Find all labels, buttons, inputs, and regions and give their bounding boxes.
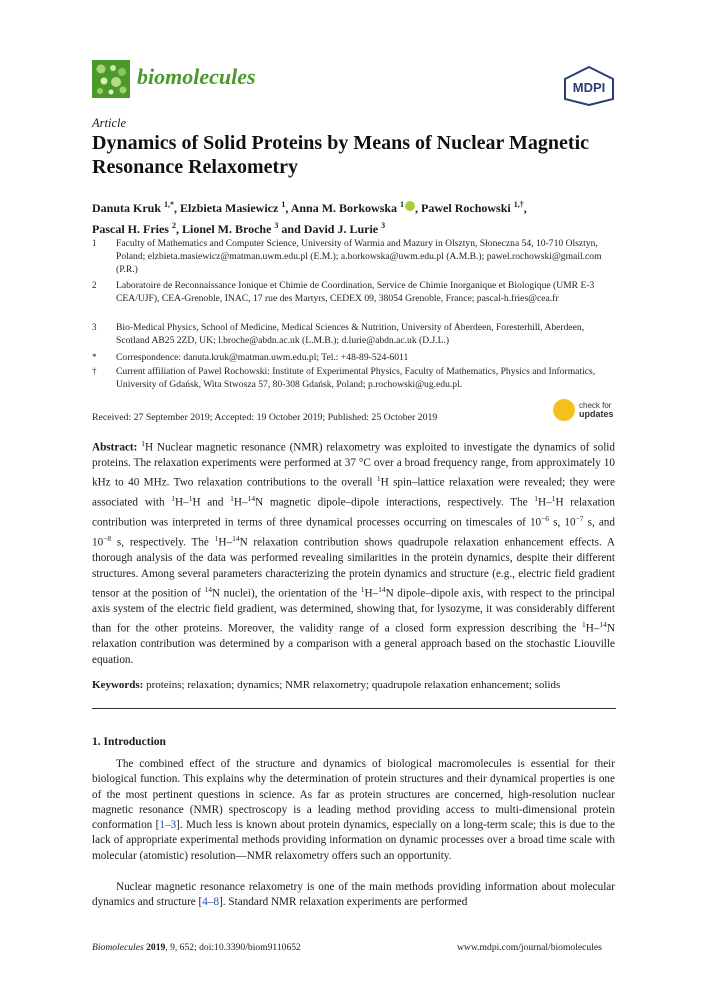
journal-logo-icon <box>92 60 130 98</box>
author-name: David J. Lurie <box>303 222 379 236</box>
author-name: Elzbieta Masiewicz <box>180 201 279 215</box>
author-affil: 2 <box>171 221 176 230</box>
footer-citation: Biomolecules 2019, 9, 652; doi:10.3390/biom9110652 <box>92 942 301 953</box>
article-title: Dynamics of Solid Proteins by Means of Nuclear Magnetic Resonance Relaxometry <box>92 132 590 178</box>
author-name: Anna M. Borkowska <box>290 201 398 215</box>
affiliation-3: 3 Bio-Medical Physics, School of Medicine, Medical Sciences & Nutrition, University of Aberdeen, Foresterhill, Aberdeen, Scotland AB25 2ZD, UK; l.broche@abdn.ac.uk (L.M.B.); d.lurie@abdn.ac.uk (D.J.L.) <box>92 322 585 346</box>
author-affil: 3 <box>274 221 279 230</box>
affiliation-2: 2 Laboratoire de Reconnaissance Ionique et Chimie de Coordination, Service de Chimie Inorganique et Biologique (UMR E-3 CEA/UJF), CEA-Grenoble, INAC, 17 rue des Martyrs, CEDEX 09, 38054 Grenoble, France; pascal-h.fries@cea.fr <box>92 280 595 304</box>
citation-link[interactable]: 4–8 <box>202 896 220 909</box>
article-type: Article <box>92 116 127 130</box>
affiliation-1: 1 Faculty of Mathematics and Computer Science, University of Warmia and Mazury in Olsztyn, Słoneczna 54, 10-710 Olsztyn, Poland; elzbieta.masiewicz@matman.uwm.edu.pl (E.M.); a.borkowska@uwm.edu.pl (A.M.B.); pawel.rochowski@gmail.com (P.R.) <box>92 238 602 275</box>
intro-paragraph-2: Nuclear magnetic resonance relaxometry is one of the main methods providing information about molecular dynamics and structure [4–8]. Standard NMR relaxation experiments are performed <box>92 881 615 909</box>
section-divider <box>92 708 616 709</box>
check-updates-label: check for updates <box>579 401 614 419</box>
author-list: Danuta Kruk $^{1,*}$, Elzbieta Masiewicz $^1$, Anna M. Borkowska $^1$ , Pawel Rochowski $^{1,\dagger}$, Pascal H. Fries $^2$, Lionel M. Broche $^3$ and David J. Lurie $^3$ <box>92 200 527 236</box>
intro-paragraph-1: The combined effect of the structure and dynamics of biological macromolecules is essential for their biological function. This explains why the determination of protein structures and their dynamical properties is one of the most pertinent questions in science. As far as protein structures are concerned, high-resolution nuclear magnetic resonance (NMR) spectroscopy is a leading method providing access to multi-dimensional protein conformation [1–3]. Much less is known about protein dynamics, especially on a long-term scale; this is due to the lack of appropriate experimental methods providing information on dynamic processes over a broad time scale with molecular (atomistic) resolution—NMR relaxometry offers such an opportunity. <box>92 758 616 862</box>
author-affil: 3 <box>381 221 386 230</box>
mdpi-logo-text: MDPI <box>572 80 606 95</box>
author-name: Pascal H. Fries <box>92 222 169 236</box>
check-updates-icon <box>553 399 575 421</box>
orcid-icon[interactable] <box>405 201 415 211</box>
abstract: Abstract: $^1$H Nuclear magnetic resonance (NMR) relaxometry was exploited to investigate the dynamics of solid proteins. The relaxation experiments were performed at 37 °C over a broad frequency range, from approximately 10 kHz to 40 MHz. Two relaxation contributions to the overall $^1$H spin–lattice relaxation were revealed; they were associated with $^1$H–$^1$H and $^1$H–$^{14}$N magnetic dipole–dipole interactions, respectively. The $^1$H–$^1$H relaxation contribution was interpreted in terms of three dynamical processes occurring on timescales of $10^{-6}$ s, $10^{-7}$ s, and $10^{-8}$ s, respectively. The $^1$H–$^{14}$N relaxation contribution shows quadrupole relaxation enhancement effects. A thorough analysis of the data was performed revealing similarities in the protein dynamics, despite their different structures. Among several parameters characterizing the protein dynamics and structure (e.g., electric field gradient tensor at the position of $^{14}$N nuclei), the orientation of the $^1$H–$^{14}$N dipole–dipole axis, with respect to the principal axis system of the electric field gradient, was determined, showing that, for lysozyme, it was considerably different than for the other proteins. Moreover, the validity range of a closed form expression describing the $^1$H–$^{14}$N relaxation contribution was determined by a comparison with a general approach based on the stochastic Liouville equation. <box>92 439 616 666</box>
keywords-list: proteins; relaxation; dynamics; NMR relaxometry; quadrupole relaxation enhancement; solids <box>146 679 561 691</box>
footer-journal-url[interactable]: www.mdpi.com/journal/biomolecules <box>457 942 602 953</box>
author-name: Pawel Rochowski <box>421 201 511 215</box>
section-heading: 1. Introduction <box>92 736 166 748</box>
author-affil: 1 <box>281 200 286 209</box>
abstract-label: Abstract: <box>92 441 138 454</box>
keywords <box>92 678 617 693</box>
author-affil: 1 <box>400 200 405 209</box>
publication-dates: Received: 27 September 2019; Accepted: 19 October 2019; Published: 25 October 2019 <box>92 412 438 423</box>
correspondence: * Correspondence: danuta.kruk@matman.uwm.edu.pl; Tel.: +48-89-524-6011 <box>92 352 409 363</box>
mdpi-logo-icon <box>563 66 615 106</box>
author-affil: 1,* <box>164 200 175 209</box>
author-name: Danuta Kruk <box>92 201 162 215</box>
current-affiliation: † Current affiliation of Pawel Rochowski: Institute of Experimental Physics, Faculty of Mathematics, Physics and Informatics, University of Gdańsk, Wita Stwosza 57, 80-308 Gdańsk, Poland; p.rochowski@ug.edu.pl. <box>92 366 596 390</box>
check-for-updates-button[interactable] <box>553 399 623 423</box>
keywords-label: Keywords: <box>92 679 144 691</box>
author-affil: 1,† <box>513 200 524 209</box>
author-name: Lionel M. Broche <box>181 222 272 236</box>
citation-link[interactable]: 1–3 <box>159 819 177 832</box>
journal-name: biomolecules <box>137 64 256 89</box>
